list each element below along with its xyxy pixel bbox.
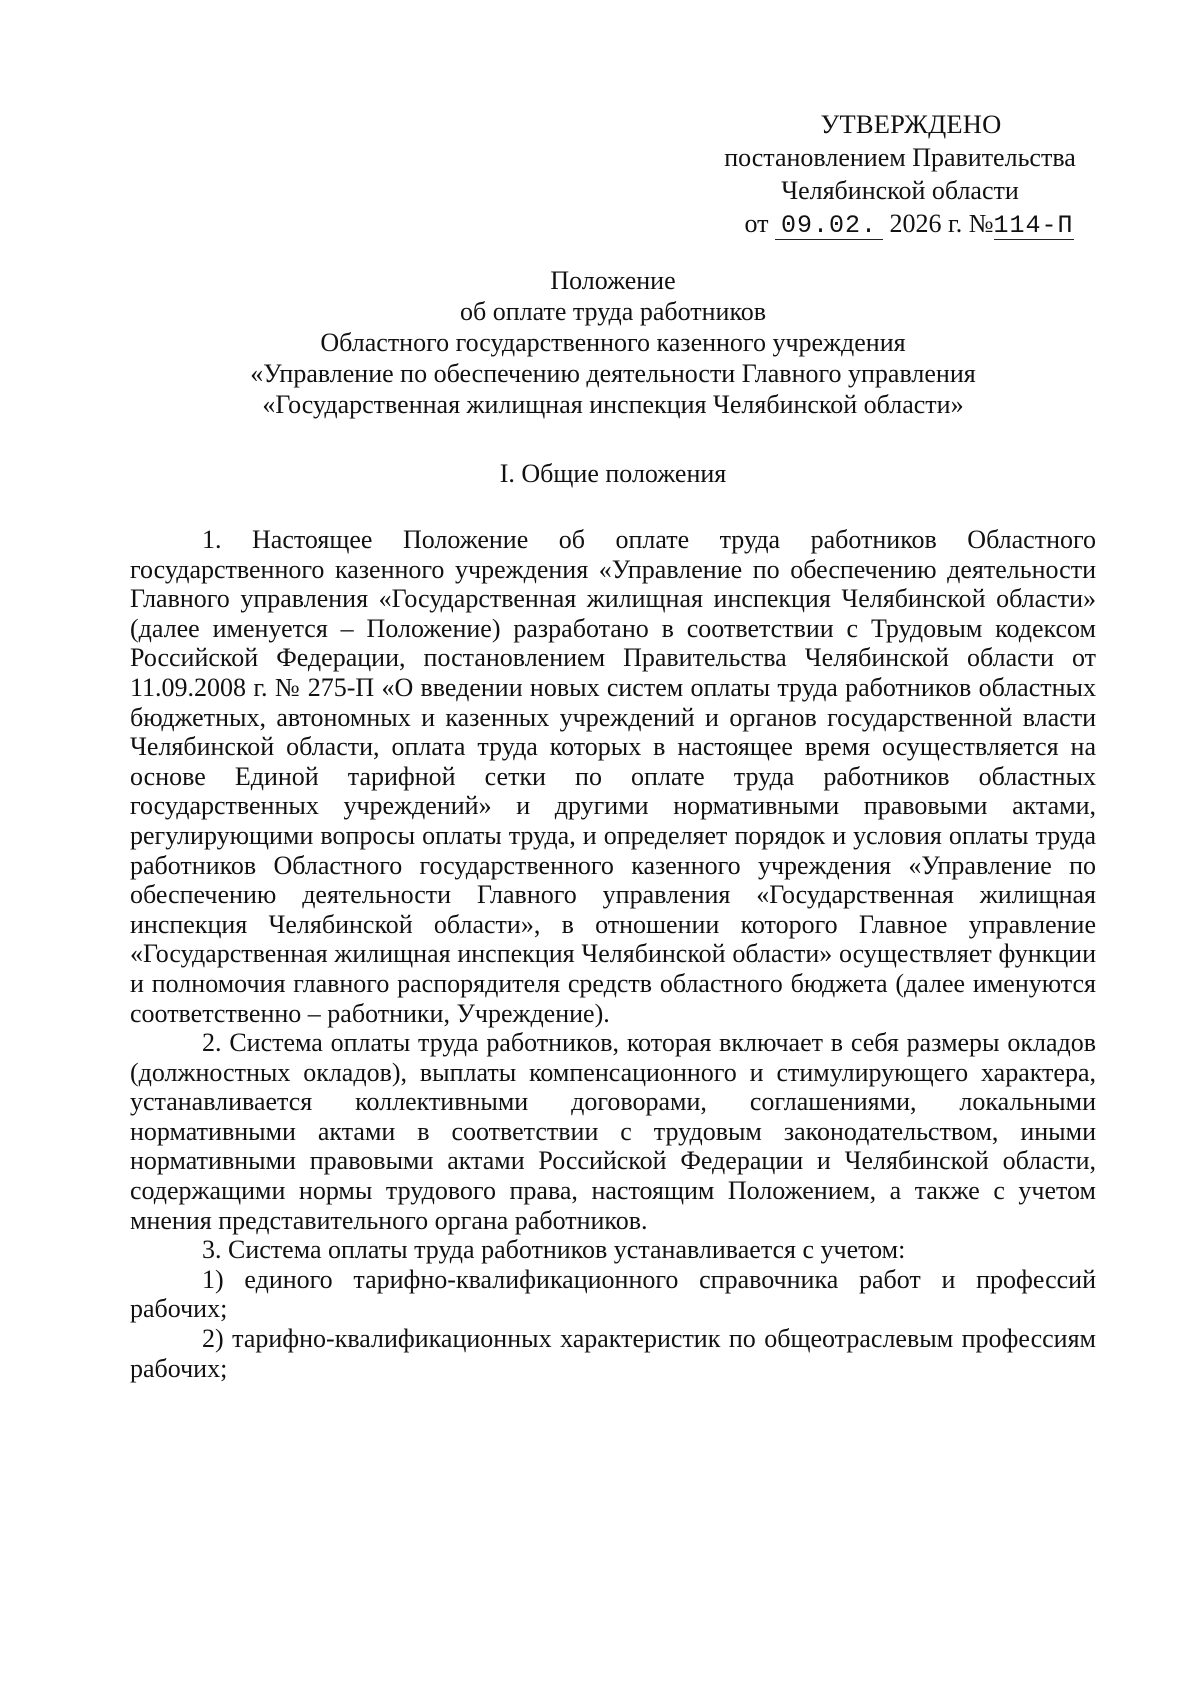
- handwritten-date: 09.02.: [775, 212, 883, 240]
- approval-line-2: Челябинской области: [781, 176, 1019, 205]
- title-line-3: Областного государственного казенного учреждения: [320, 328, 906, 357]
- date-year: 2026 г. №: [889, 209, 994, 238]
- paragraph-3: 3. Система оплаты труда работников устанавливается с учетом:: [202, 1235, 906, 1265]
- approval-date-line: [700, 207, 1100, 240]
- approval-stamp: [700, 108, 1100, 240]
- paragraph-5: 2) тарифно-квалификационных характеристик по общеотраслевым профессиям рабочих;: [130, 1324, 1096, 1383]
- paragraph-1: 1. Настоящее Положение об оплате труда работников Областного государственного казенного учреждения «Управление по обеспечению деятельности Главного управления «Государственная жилищная инспекция Челябинской области» (далее именуется – Положение) разработано в соответствии с Трудовым кодексом Российской Федерации, постановлением Правительства Челябинской области от 11.09.2008 г. № 275-П «О введении новых систем оплаты труда работников областных бюджетных, автономных и казенных учреждений и органов государственной власти Челябинской области, оплата труда которых в настоящее время осуществляется на основе Единой тарифной сетки по оплате труда работников областных государственных учреждений» и другими нормативными правовыми актами, регулирующими вопросы оплаты труда, и определяет порядок и условия оплаты труда работников Областного государственного казенного учреждения «Управление по обеспечению деятельности Главного управления «Государственная жилищная инспекция Челябинской области», в отношении которого Главное управление «Государственная жилищная инспекция Челябинской области» осуществляет функции и полномочия главного распорядителя средств областного бюджета (далее именуются соответственно – работники, Учреждение).: [130, 525, 1096, 1028]
- document-body: [130, 525, 1096, 1383]
- approval-line-1: постановлением Правительства: [724, 143, 1076, 172]
- approved-label: УТВЕРЖДЕНО: [820, 109, 1002, 139]
- date-prefix: от: [744, 209, 769, 238]
- title-line-4: «Управление по обеспечению деятельности Главного управления: [250, 359, 976, 388]
- title-line-1: Положение: [550, 266, 676, 295]
- title-line-5: «Государственная жилищная инспекция Челябинской области»: [262, 390, 964, 419]
- title-line-2: об оплате труда работников: [459, 297, 767, 326]
- document-title: [130, 265, 1096, 420]
- paragraph-4: 1) единого тарифно-квалификационного справочника работ и профессий рабочих;: [130, 1264, 1096, 1324]
- handwritten-doc-number: 114-П: [993, 211, 1074, 240]
- paragraph-2: 2. Система оплаты труда работников, которая включает в себя размеры окладов (должностных окладов), выплаты компенсационного и стимулирующего характера, устанавливается коллективными договорами, соглашениями, локальными нормативными актами в соответствии с трудовым законодательством, иными нормативными правовыми актами Российской Федерации и Челябинской области, содержащими нормы трудового права, настоящим Положением, а также с учетом мнения представительного органа работников.: [130, 1028, 1096, 1235]
- section-heading: I. Общие положения: [499, 459, 727, 488]
